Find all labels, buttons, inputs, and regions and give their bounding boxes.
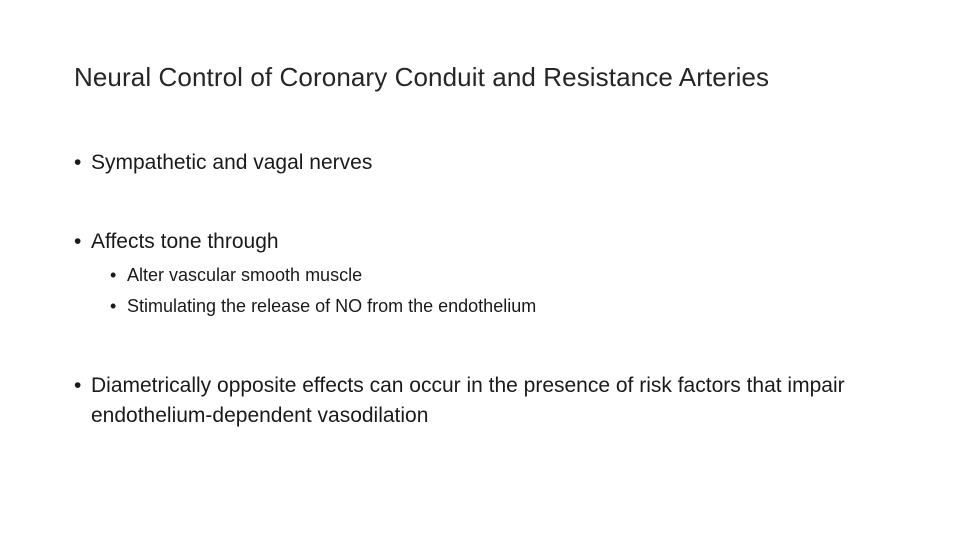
- bullet-text: Affects tone through: [91, 230, 279, 253]
- sub-bullet-marker: •: [110, 296, 117, 316]
- bullet-marker: •: [74, 374, 82, 397]
- bullet-text: Diametrically opposite effects can occur in the presence of risk factors that impair endothelium-dependent vasodilation: [91, 374, 845, 427]
- slide-title: Neural Control of Coronary Conduit and Resistance Arteries: [74, 62, 770, 92]
- bullet-item: [74, 148, 914, 178]
- sub-bullet-text: Stimulating the release of NO from the endothelium: [127, 296, 537, 316]
- sub-bullet-text: Alter vascular smooth muscle: [127, 265, 363, 285]
- sub-bullet-item: [110, 263, 910, 287]
- sub-bullet-item: [110, 294, 910, 318]
- sub-bullet-marker: •: [110, 265, 117, 285]
- bullet-item: [74, 371, 914, 431]
- bullet-marker: •: [74, 230, 82, 253]
- bullet-text: Sympathetic and vagal nerves: [91, 151, 373, 174]
- bullet-item: [74, 227, 914, 257]
- bullet-marker: •: [74, 151, 82, 174]
